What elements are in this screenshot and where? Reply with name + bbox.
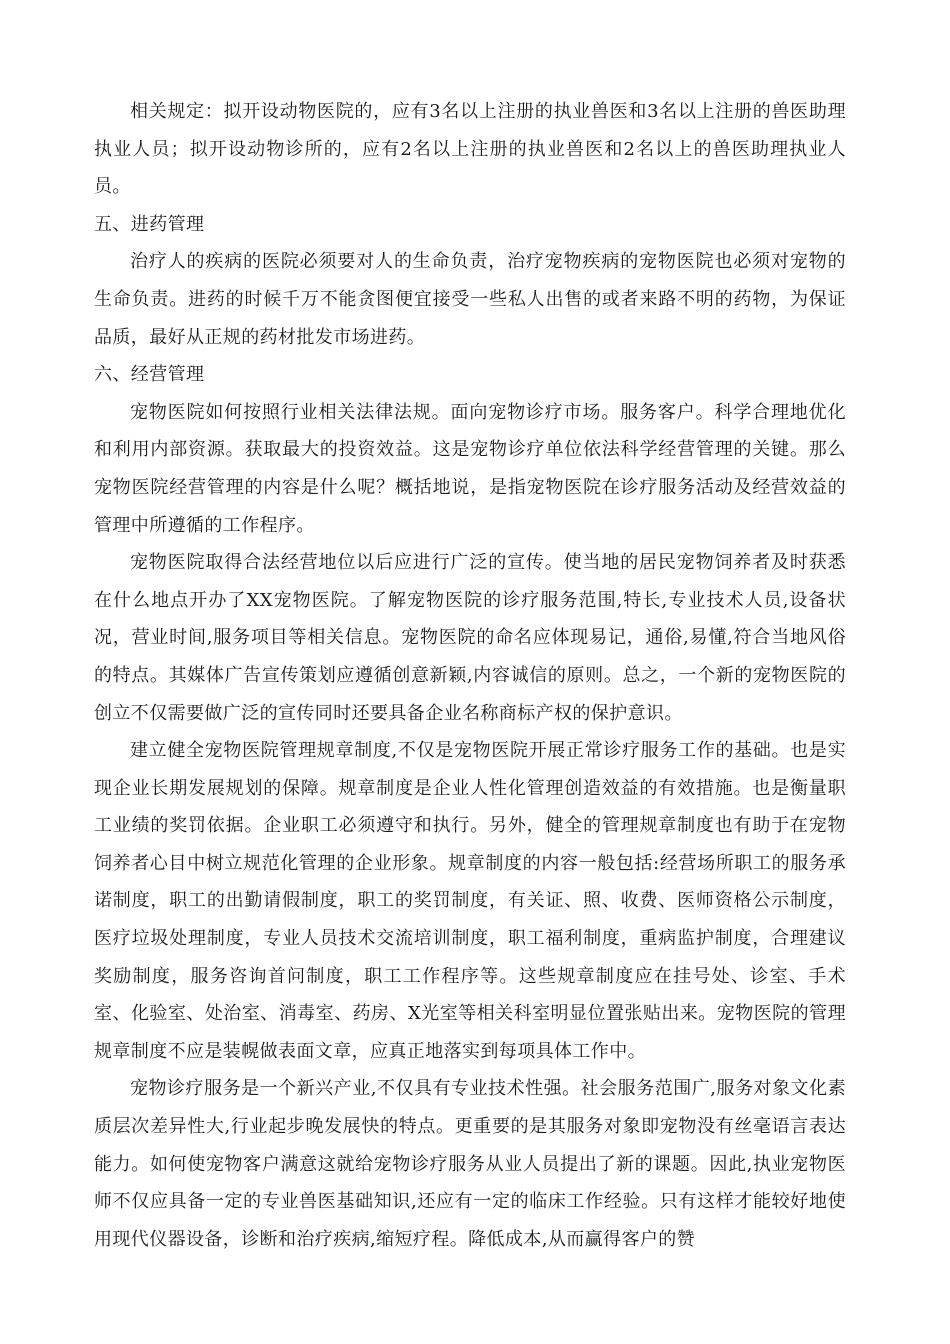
paragraph-publicity: 宠物医院取得合法经营地位以后应进行广泛的宣传。使当地的居民宠物饲养者及时获悉在什么地点开办了XX宠物医院。了解宠物医院的诊疗服务范围,特长,专业技术人员,设备状况，营业时间,服务项目等相关信息。宠物医院的命名应体现易记，通俗,易懂,符合当地风俗的特点。其媒体广告宣传策划应遵循创意新颖,内容诚信的原则。总之，一个新的宠物医院的创立不仅需要做广泛的宣传同时还要具备企业名称商标产权的保护意识。 — [94, 552, 846, 724]
paragraph-service-industry: 宠物诊疗服务是一个新兴产业,不仅具有专业技术性强。社会服务范围广,服务对象文化素质层次差异性大,行业起步晚发展快的特点。更重要的是其服务对象即宠物没有丝毫语言表达能力。如何使宠物客户满意这就给宠物诊疗服务从业人员提出了新的课题。因此,执业宠物医师不仅应具备一定的专业兽医基础知识,还应有一定的临床工作经验。只有这样才能较好地使用现代仪器设备，诊断和治疗疾病,缩短疗程。降低成本,从而赢得客户的赞 — [94, 1078, 846, 1250]
section-heading-operations-management: 六、经营管理 — [94, 364, 205, 386]
section-heading-drug-procurement: 五、进药管理 — [94, 213, 205, 235]
paragraph-regulations: 相关规定：拟开设动物医院的，应有3名以上注册的执业兽医和3名以上注册的兽医助理执业人员；拟开设动物诊所的，应有2名以上注册的执业兽医和2名以上的兽医助理执业人员。 — [94, 101, 846, 198]
paragraph-operations-intro: 宠物医院如何按照行业相关法律法规。面向宠物诊疗市场。服务客户。科学合理地优化和利用内部资源。获取最大的投资效益。这是宠物诊疗单位依法科学经营管理的关键。那么宠物医院经营管理的内容是什么呢？概括地说，是指宠物医院在诊疗服务活动及经营效益的管理中所遵循的工作程序。 — [94, 401, 846, 536]
document-page — [94, 93, 846, 1258]
paragraph-drug-procurement: 治疗人的疾病的医院必须要对人的生命负责，治疗宠物疾病的宠物医院也必须对宠物的生命负责。进药的时候千万不能贪图便宜接受一些私人出售的或者来路不明的药物，为保证品质，最好从正规的药材批发市场进药。 — [94, 251, 846, 348]
paragraph-rules-system: 建立健全宠物医院管理规章制度,不仅是宠物医院开展正常诊疗服务工作的基础。也是实现企业长期发展规划的保障。规章制度是企业人性化管理创造效益的有效措施。也是衡量职工业绩的奖罚依据。企业职工必须遵守和执行。另外，健全的管理规章制度也有助于在宠物饲养者心目中树立规范化管理的企业形象。规章制度的内容一般包括:经营场所职工的服务承诺制度，职工的出勤请假制度，职工的奖罚制度，有关证、照、收费、医师资格公示制度，医疗垃圾处理制度，专业人员技术交流培训制度，职工福利制度，重病监护制度，合理建议奖励制度，服务咨询首问制度，职工工作程序等。这些规章制度应在挂号处、诊室、手术室、化验室、处治室、消毒室、药房、X光室等相关科室明显位置张贴出来。宠物医院的管理规章制度不应是装幌做表面文章，应真正地落实到每项具体工作中。 — [94, 740, 846, 1062]
